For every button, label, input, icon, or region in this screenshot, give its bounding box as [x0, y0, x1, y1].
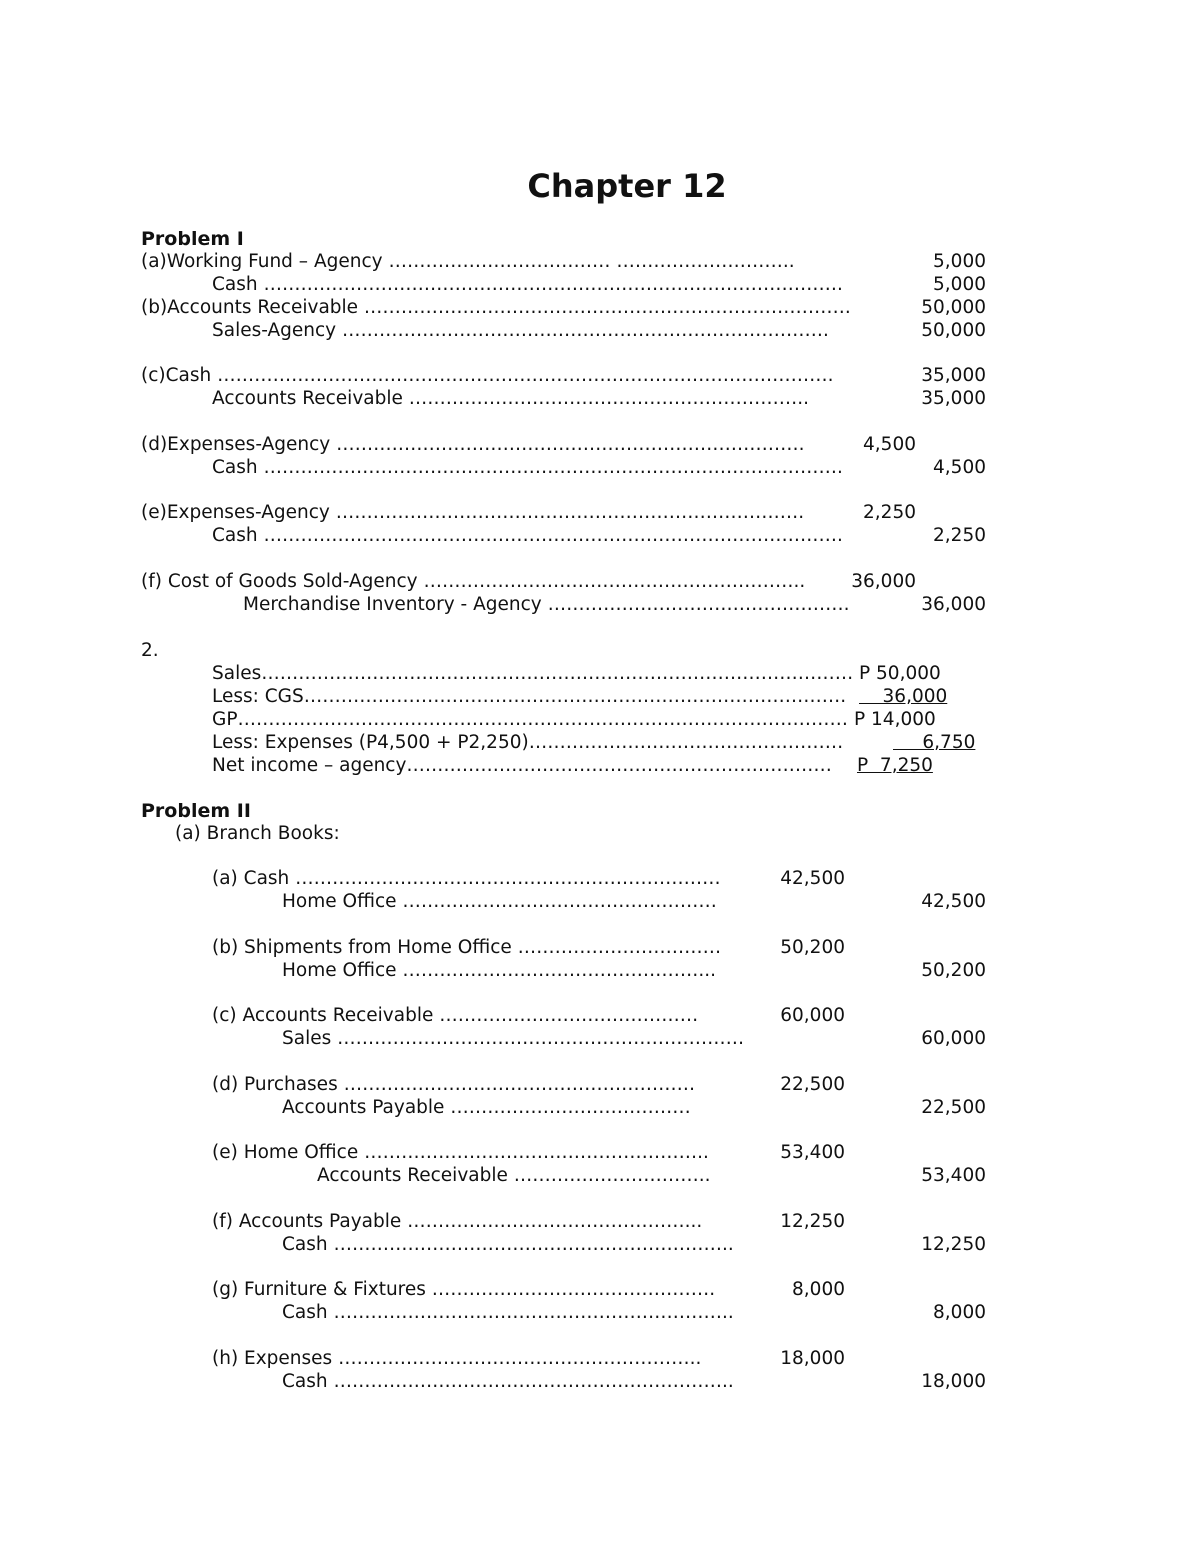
account-label: Cash ………………………………………………………………………………….	[212, 274, 843, 295]
credit-amount: 60,000	[921, 1028, 986, 1049]
journal-line	[0, 867, 1200, 891]
journal-line	[0, 570, 1200, 594]
journal-line	[0, 593, 1200, 617]
credit-amount: 50,200	[921, 960, 986, 981]
credit-amount: 50,000	[921, 297, 986, 318]
account-label: (c)Cash ……………………………………………………………………………………….	[141, 365, 834, 386]
debit-amount: 4,500	[863, 434, 916, 455]
debit-amount: 60,000	[780, 1005, 845, 1026]
credit-amount: 5,000	[933, 274, 986, 295]
journal-line	[0, 1210, 1200, 1234]
debit-amount: 2,250	[863, 502, 916, 523]
account-label: Accounts Payable …………………………………	[282, 1097, 691, 1118]
journal-line	[0, 524, 1200, 548]
account-label: Sales …………………………………………………………	[282, 1028, 745, 1049]
journal-line	[0, 1027, 1200, 1051]
journal-line	[0, 890, 1200, 914]
income-amount: P 50,000	[859, 663, 941, 684]
journal-line	[0, 1233, 1200, 1257]
account-label: (e) Home Office ………………………………………………..	[212, 1142, 709, 1163]
account-label: Accounts Receivable ………………………………………………………..	[212, 388, 810, 409]
journal-line	[0, 1278, 1200, 1302]
account-label: (b)Accounts Receivable …………………………………………………………………….	[141, 297, 851, 318]
credit-amount: 22,500	[921, 1097, 986, 1118]
problem-2-heading: Problem II	[141, 800, 251, 822]
page-title: Chapter 12	[527, 167, 727, 205]
part-number: 2.	[141, 640, 159, 661]
account-label: (f) Accounts Payable ………………………………………...	[212, 1211, 703, 1232]
debit-amount: 12,250	[780, 1211, 845, 1232]
credit-amount: 2,250	[933, 525, 986, 546]
journal-line	[0, 1347, 1200, 1371]
account-label: (d) Purchases …………………………………………………	[212, 1074, 696, 1095]
account-label: (f) Cost of Goods Sold-Agency ……………………………………………………..	[141, 571, 806, 592]
journal-line	[0, 273, 1200, 297]
problem-1-heading: Problem I	[141, 228, 244, 250]
credit-amount: 35,000	[921, 365, 986, 386]
account-label: Merchandise Inventory - Agency ………………………………………….	[243, 594, 850, 615]
journal-line	[0, 387, 1200, 411]
journal-line	[0, 250, 1200, 274]
journal-line	[0, 456, 1200, 480]
income-amount: 6,750	[893, 732, 976, 753]
debit-amount: 22,500	[780, 1074, 845, 1095]
credit-amount: 5,000	[933, 251, 986, 272]
account-label: (a) Cash ……………………………………………………………	[212, 868, 721, 889]
account-label: Cash ………………………………………………………..	[282, 1234, 734, 1255]
journal-line	[0, 1301, 1200, 1325]
branch-books-subheading: (a) Branch Books:	[175, 823, 340, 844]
income-label: Less: CGS…………………………………………………………………………….	[212, 686, 847, 707]
journal-line	[0, 1164, 1200, 1188]
credit-amount: 50,000	[921, 320, 986, 341]
journal-line	[0, 433, 1200, 457]
journal-line	[0, 1073, 1200, 1097]
account-label: (b) Shipments from Home Office ……………………………	[212, 937, 722, 958]
income-amount: P 14,000	[854, 709, 936, 730]
credit-amount: 42,500	[921, 891, 986, 912]
journal-line	[0, 296, 1200, 320]
journal-line	[0, 936, 1200, 960]
credit-amount: 36,000	[921, 594, 986, 615]
account-label: (h) Expenses …………………………………………………..	[212, 1348, 702, 1369]
credit-amount: 53,400	[921, 1165, 986, 1186]
account-label: Cash ………………………………………………………..	[282, 1302, 734, 1323]
account-label: Cash ………………………………………………………..	[282, 1371, 734, 1392]
income-label: GP………………………………………………………………………………………	[212, 709, 848, 730]
debit-amount: 18,000	[780, 1348, 845, 1369]
journal-line	[0, 1141, 1200, 1165]
account-label: Cash ………………………………………………………………………………….	[212, 525, 843, 546]
account-label: Home Office ……………………………………………	[282, 891, 717, 912]
account-label: (e)Expenses-Agency ………………………………………………………………….	[141, 502, 805, 523]
journal-line	[0, 1004, 1200, 1028]
income-line	[0, 731, 1200, 755]
credit-amount: 12,250	[921, 1234, 986, 1255]
income-line	[0, 685, 1200, 709]
journal-line	[0, 501, 1200, 525]
income-amount: P 7,250	[857, 755, 933, 776]
debit-amount: 50,200	[780, 937, 845, 958]
income-line	[0, 754, 1200, 778]
account-label: (a)Working Fund – Agency ……………………………… ………………………..	[141, 251, 795, 272]
income-label: Less: Expenses (P4,500 + P2,250)……………………………………………	[212, 732, 844, 753]
account-label: (d)Expenses-Agency ………………………………………………………………….	[141, 434, 805, 455]
income-amount: 36,000	[859, 686, 948, 707]
journal-line	[0, 319, 1200, 343]
credit-amount: 18,000	[921, 1371, 986, 1392]
income-line	[0, 708, 1200, 732]
debit-amount: 8,000	[792, 1279, 845, 1300]
account-label: (g) Furniture & Fixtures ……………………………………….	[212, 1279, 716, 1300]
debit-amount: 36,000	[851, 571, 916, 592]
income-label: Net income – agency……………………………………………………………	[212, 755, 832, 776]
account-label: Cash ………………………………………………………………………………….	[212, 457, 843, 478]
account-label: Home Office …………………………………………...	[282, 960, 717, 981]
credit-amount: 8,000	[933, 1302, 986, 1323]
journal-line	[0, 1370, 1200, 1394]
account-label: (c) Accounts Receivable ……………………………………	[212, 1005, 699, 1026]
journal-line	[0, 959, 1200, 983]
journal-line	[0, 1096, 1200, 1120]
account-label: Sales-Agency …………………………………………………………………….	[212, 320, 829, 341]
account-label: Accounts Receivable …………………………..	[317, 1165, 711, 1186]
credit-amount: 4,500	[933, 457, 986, 478]
income-line	[0, 662, 1200, 686]
journal-line	[0, 364, 1200, 388]
credit-amount: 35,000	[921, 388, 986, 409]
income-label: Sales……………………………………………………………………………………	[212, 663, 854, 684]
debit-amount: 53,400	[780, 1142, 845, 1163]
debit-amount: 42,500	[780, 868, 845, 889]
